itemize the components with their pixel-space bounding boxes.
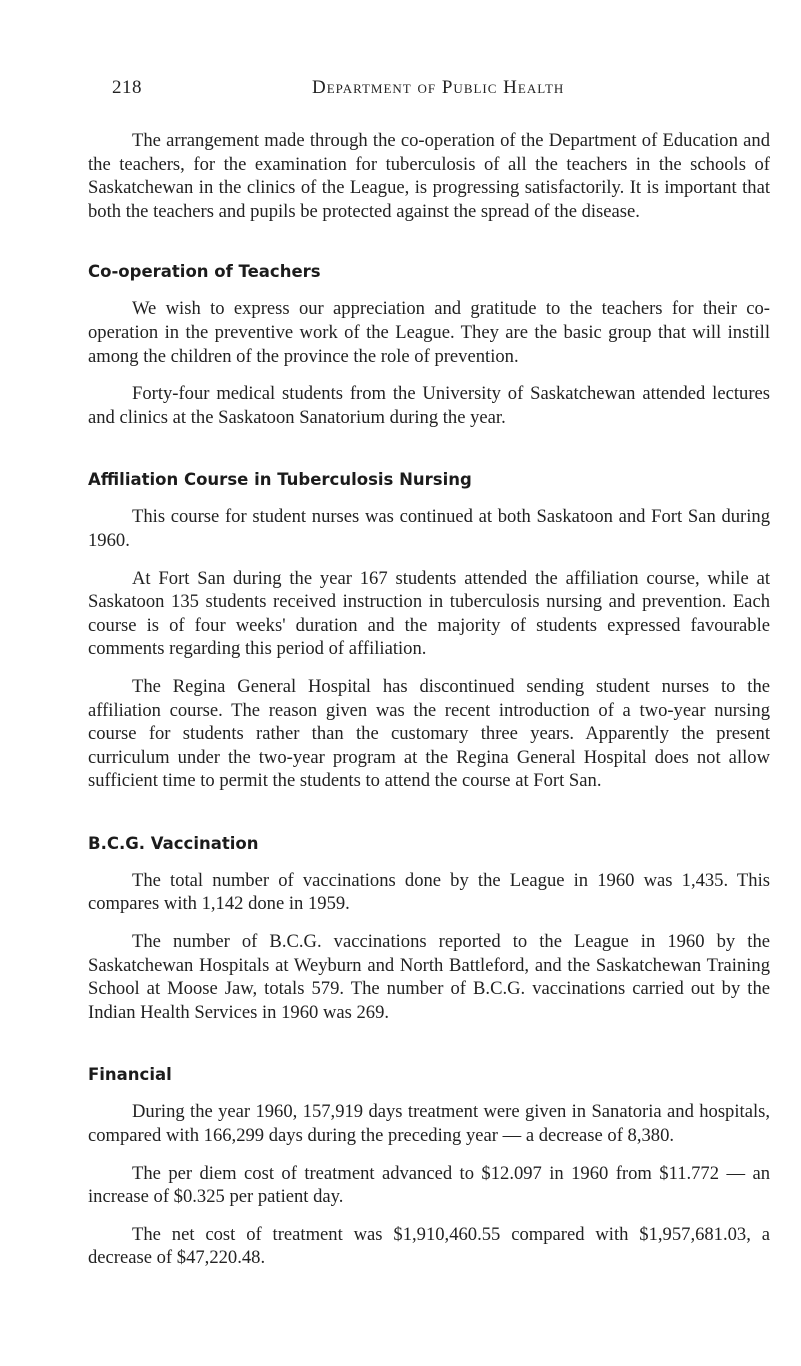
section-heading-affiliation: Affiliation Course in Tuberculosis Nursing — [88, 470, 472, 490]
paragraph: We wish to express our appreciation and gratitude to the teachers for their co-operation in the preventive work of the League. They are the basic group that will instill among the children of the province the role of prevention. — [88, 298, 770, 367]
intro-paragraph: The arrangement made through the co-operation of the Department of Education and the teachers, for the examination for tuberculosis of all the teachers in the schools of Saskatchewan in the clinics of the League, is progressing satisfactorily. It is important that both the teachers and pupils be protected against the spread of the disease. — [88, 130, 770, 222]
paragraph: The Regina General Hospital has discontinued sending student nurses to the affiliation course. The reason given was the recent introduction of a two-year nursing course for students rather than the customary three years. Apparently the present curriculum under the two-year program at the Regina General Hospital does not allow sufficient time to permit the students to attend the course at Fort San. — [88, 675, 770, 792]
paragraph: At Fort San during the year 167 students attended the affiliation course, while at Saskatoon 135 students received instruction in tuberculosis nursing and prevention. Each course is of four weeks' duration and the majority of students expressed favourable comments regarding this period of affiliation. — [88, 567, 770, 660]
paragraph: The total number of vaccinations done by the League in 1960 was 1,435. This compares with 1,142 done in 1959. — [88, 869, 770, 915]
page-body — [88, 129, 770, 1270]
paragraph: The per diem cost of treatment advanced to $12.097 in 1960 from $11.772 — an increase of $0.325 per patient day. — [88, 1162, 770, 1208]
running-header-title: Department of Public Health — [312, 77, 565, 98]
paragraph: The net cost of treatment was $1,910,460.55 compared with $1,957,681.03, a decrease of $47,220.48. — [88, 1223, 770, 1269]
page-number: 218 — [112, 77, 142, 98]
paragraph: This course for student nurses was continued at both Saskatoon and Fort San during 1960. — [88, 506, 770, 551]
running-header — [88, 77, 770, 105]
section-heading-bcg: B.C.G. Vaccination — [88, 833, 259, 853]
section-heading-cooperation: Co-operation of Teachers — [88, 262, 321, 282]
paragraph: The number of B.C.G. vaccinations reported to the League in 1960 by the Saskatchewan Hospitals at Weyburn and North Battleford, and the Saskatchewan Training School at Moose Jaw, totals 579. The number of B.C.G. vaccinations carried out by the Indian Health Services in 1960 was 269. — [88, 931, 770, 1023]
paragraph: Forty-four medical students from the University of Saskatchewan attended lectures and clinics at the Saskatoon Sanatorium during the year. — [88, 383, 770, 428]
section-heading-financial: Financial — [88, 1065, 172, 1085]
paragraph: During the year 1960, 157,919 days treatment were given in Sanatoria and hospitals, compared with 166,299 days during the preceding year — a decrease of 8,380. — [88, 1101, 770, 1147]
